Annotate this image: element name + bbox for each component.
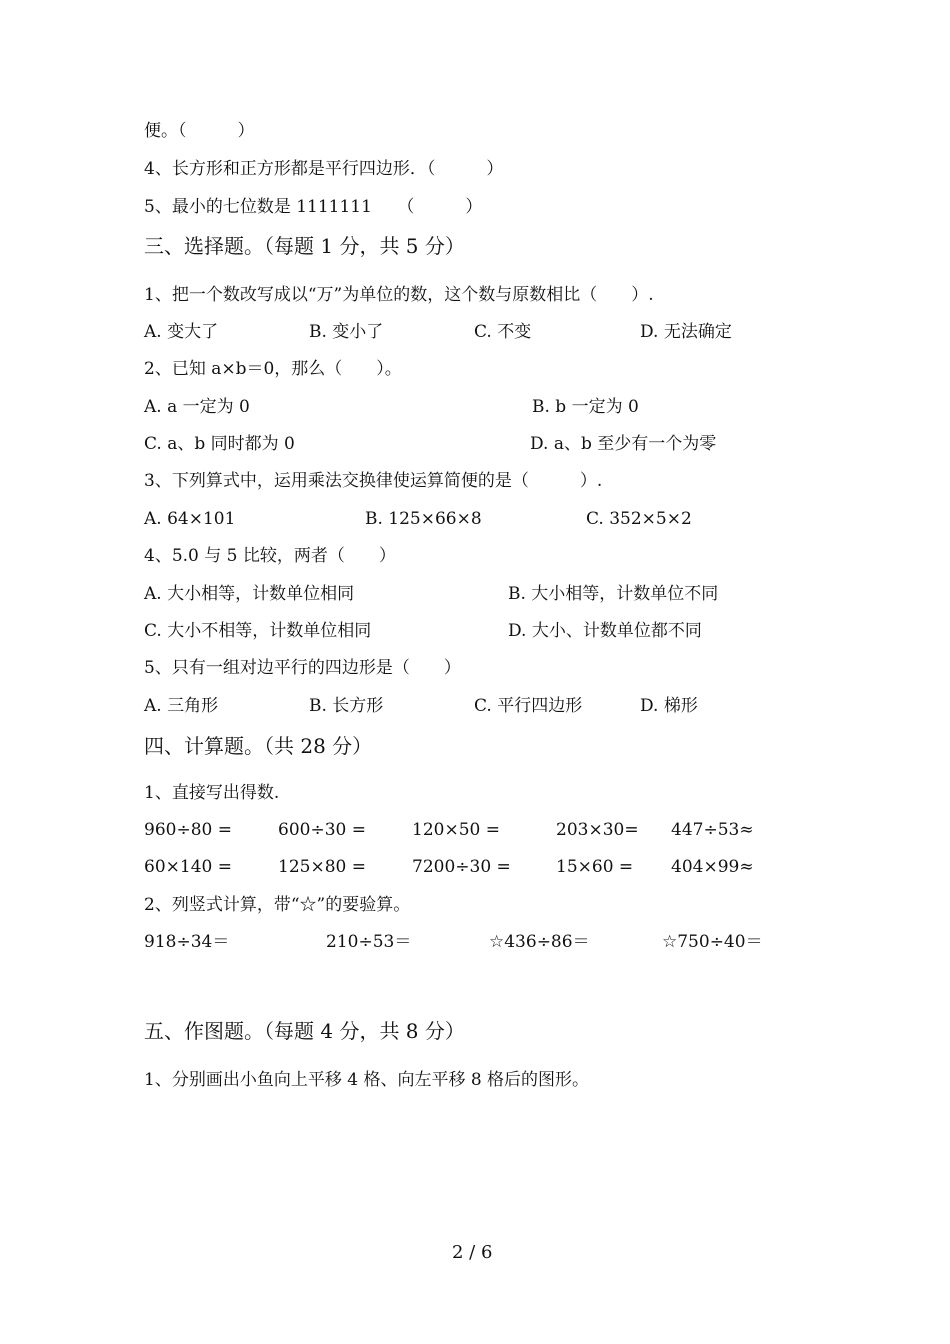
mc-q3-option-c: C. 352×5×2	[586, 509, 692, 529]
vertical-calc-item: 210÷53＝	[326, 932, 412, 952]
section-3-heading: 三、选择题。（每题 1 分，共 5 分）	[144, 234, 465, 258]
calc-item: 600÷30 =	[278, 820, 366, 840]
mc-question-2: 2、已知 a×b＝0，那么（ ）。	[144, 359, 402, 379]
mc-q4-option-d: D. 大小、计数单位都不同	[508, 621, 702, 641]
mc-question-3: 3、下列算式中，运用乘法交换律使运算简便的是（ ）.	[144, 471, 603, 491]
mc-q1-option-b: B. 变小了	[309, 322, 384, 342]
mc-q3-option-b: B. 125×66×8	[365, 509, 482, 529]
vertical-calc-item: 918÷34＝	[144, 932, 230, 952]
mc-q2-option-b: B. b 一定为 0	[532, 397, 639, 417]
mc-question-1: 1、把一个数改写成以“万”为单位的数，这个数与原数相比（ ）.	[144, 285, 654, 305]
mc-q5-option-d: D. 梯形	[640, 696, 698, 716]
page-number: 2 / 6	[452, 1242, 493, 1263]
mc-q4-option-b: B. 大小相等，计数单位不同	[508, 584, 719, 604]
calc-item: 7200÷30 =	[412, 857, 511, 877]
mc-q2-option-a: A. a 一定为 0	[144, 397, 250, 417]
calc-item: 120×50 =	[412, 820, 500, 840]
calc-item: 447÷53≈	[671, 820, 754, 840]
mc-q5-option-c: C. 平行四边形	[474, 696, 583, 716]
section-5-heading: 五、作图题。（每题 4 分，共 8 分）	[144, 1019, 465, 1043]
mc-q3-option-a: A. 64×101	[144, 509, 236, 529]
mc-q1-option-c: C. 不变	[474, 322, 532, 342]
calc-question-2: 2、列竖式计算，带“☆”的要验算。	[144, 895, 411, 915]
calc-question-1: 1、直接写出得数.	[144, 783, 280, 803]
mc-q5-option-b: B. 长方形	[309, 696, 384, 716]
section-4-heading: 四、计算题。（共 28 分）	[144, 734, 373, 758]
calc-item: 15×60 =	[556, 857, 634, 877]
calc-item: 60×140 =	[144, 857, 232, 877]
tf-continuation: 便。（ ）	[144, 121, 255, 141]
tf-question-5: 5、最小的七位数是 1111111 （ ）	[144, 197, 483, 217]
mc-q1-option-d: D. 无法确定	[640, 322, 732, 342]
tf-question-4: 4、长方形和正方形都是平行四边形．（ ）	[144, 159, 504, 179]
mc-question-4: 4、5.0 与 5 比较，两者（ ）	[144, 546, 396, 566]
calc-item: 404×99≈	[671, 857, 754, 877]
mc-q5-option-a: A. 三角形	[144, 696, 219, 716]
vertical-calc-item: ☆436÷86＝	[489, 932, 590, 952]
mc-question-5: 5、只有一组对边平行的四边形是（ ）	[144, 658, 461, 678]
calc-item: 203×30=	[556, 820, 639, 840]
drawing-question-1: 1、分别画出小鱼向上平移 4 格、向左平移 8 格后的图形。	[144, 1070, 590, 1090]
vertical-calc-item: ☆750÷40＝	[662, 932, 763, 952]
mc-q4-option-a: A. 大小相等，计数单位相同	[144, 584, 355, 604]
mc-q4-option-c: C. 大小不相等，计数单位相同	[144, 621, 372, 641]
mc-q2-option-d: D. a、b 至少有一个为零	[530, 434, 717, 454]
mc-q1-option-a: A. 变大了	[144, 322, 219, 342]
mc-q2-option-c: C. a、b 同时都为 0	[144, 434, 295, 454]
calc-item: 125×80 =	[278, 857, 366, 877]
calc-item: 960÷80 =	[144, 820, 232, 840]
